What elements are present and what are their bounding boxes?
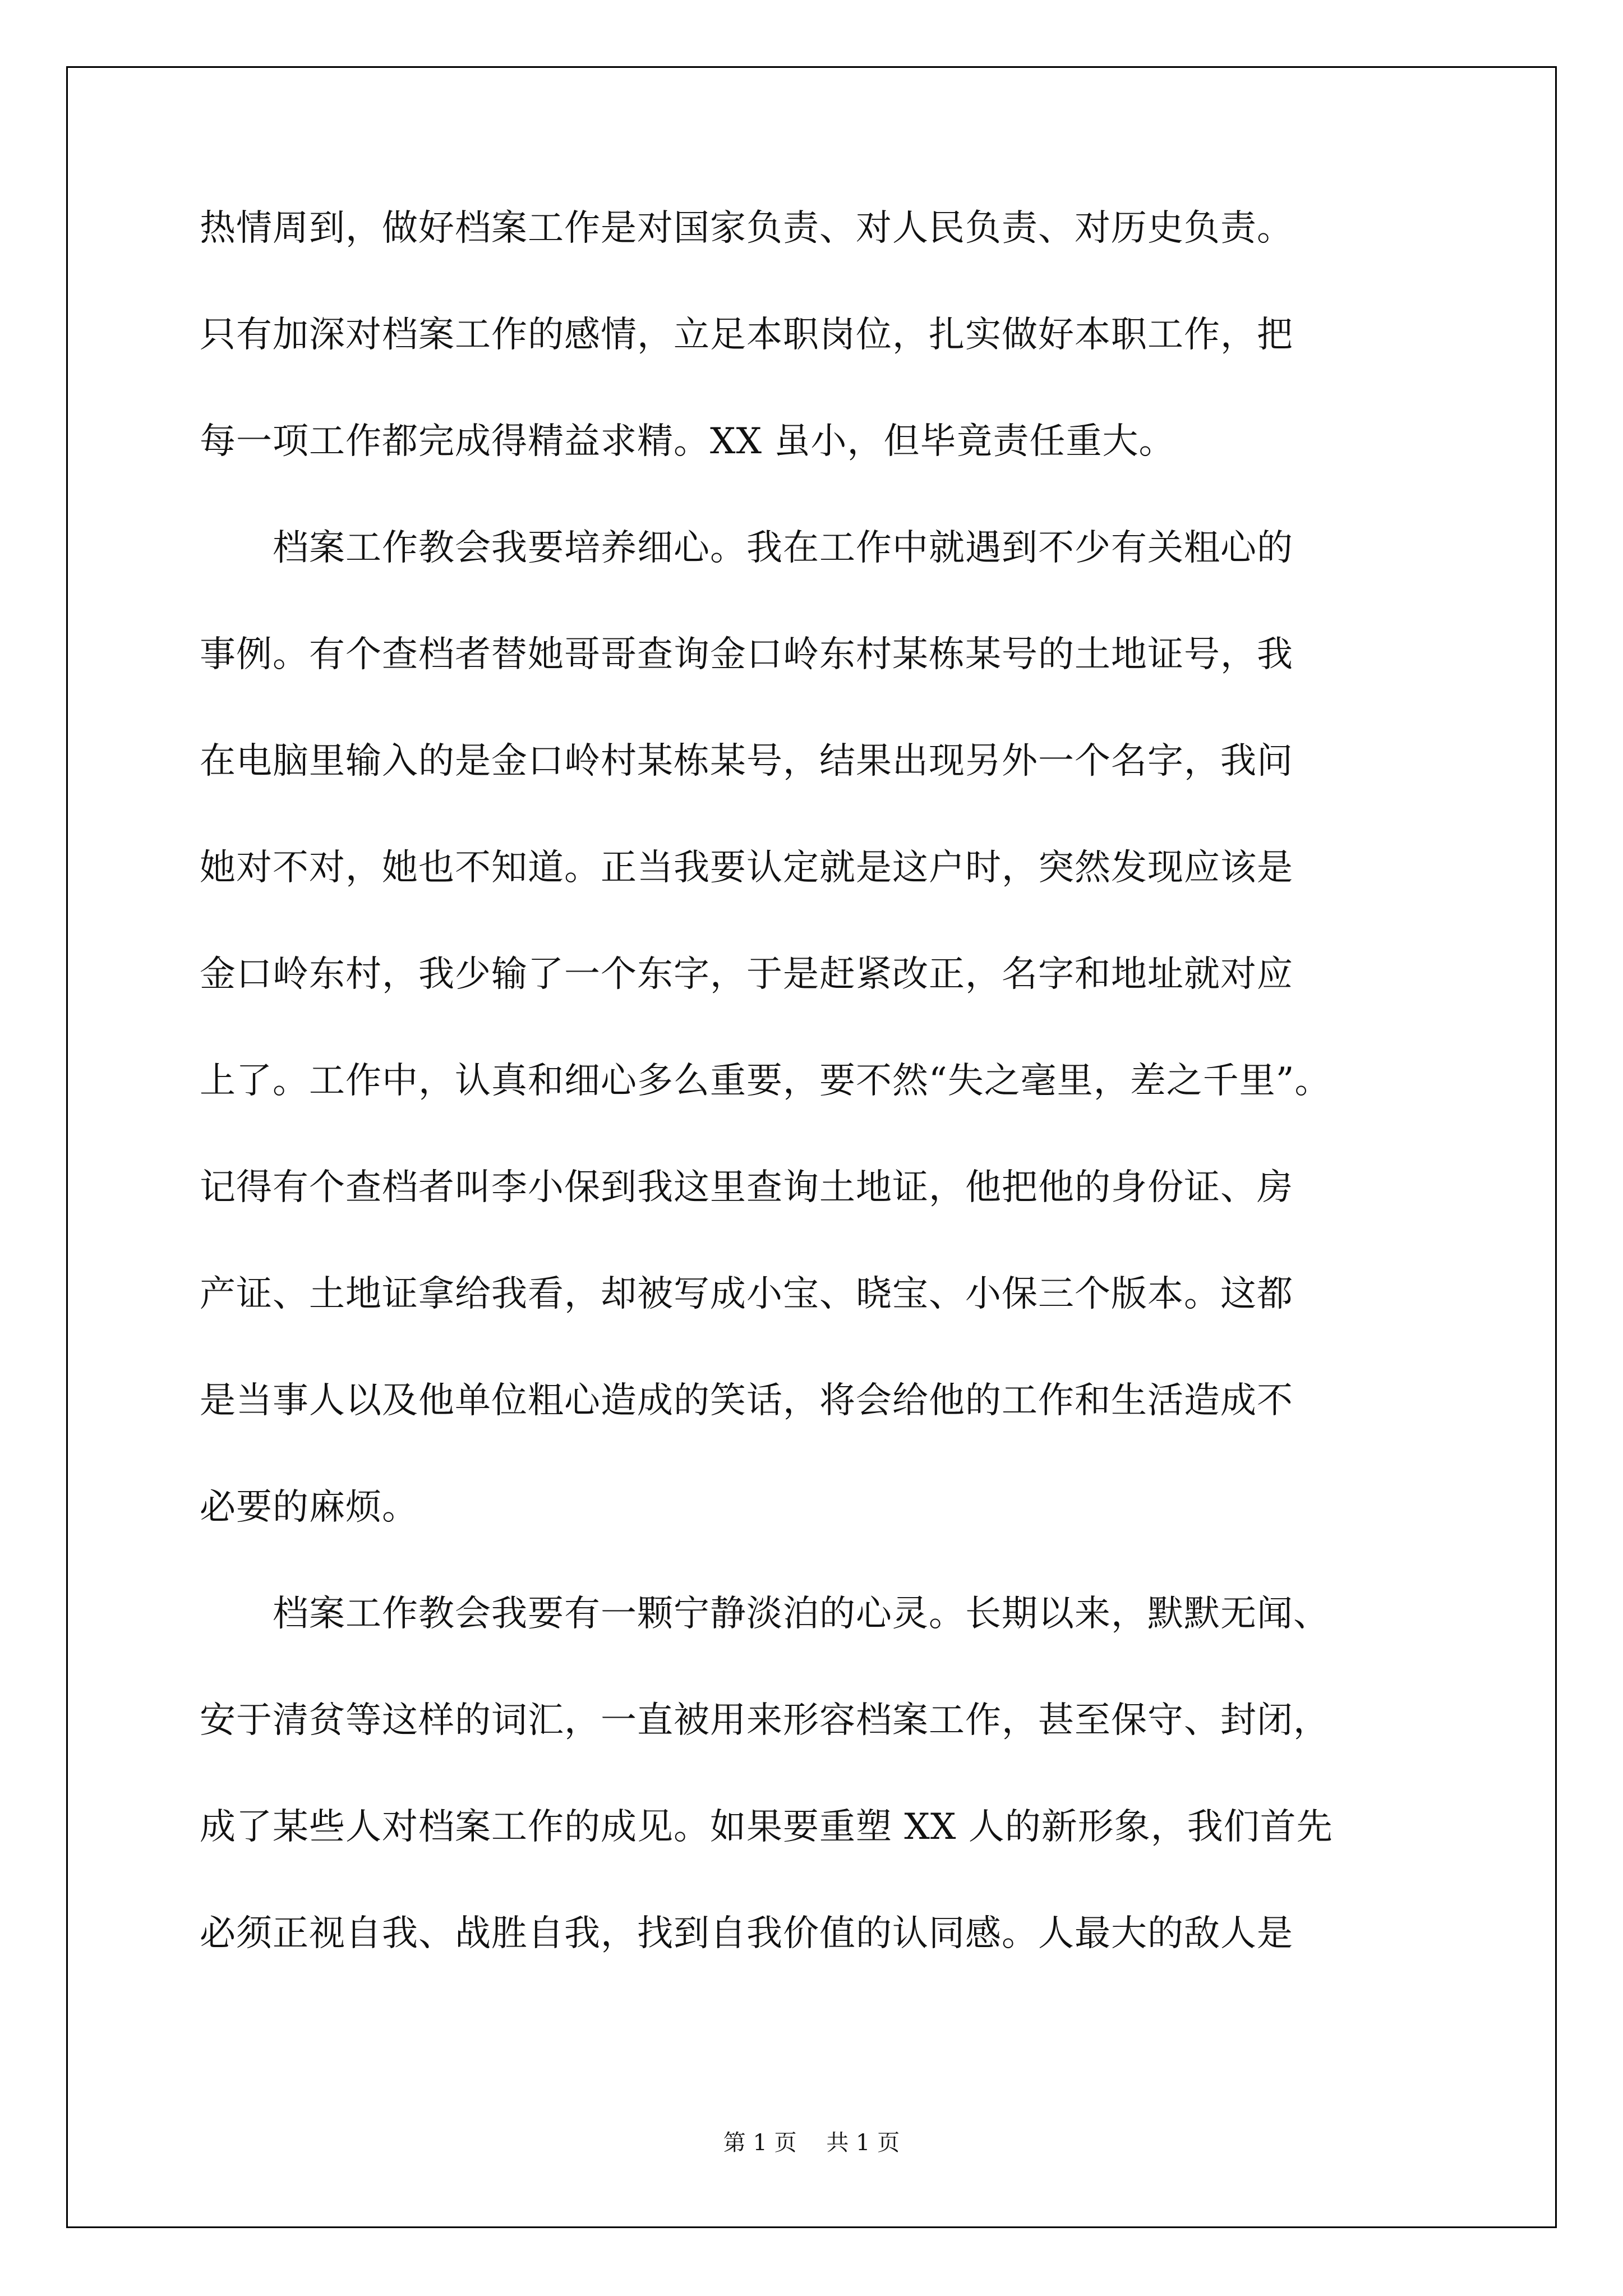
page-border bbox=[66, 66, 1557, 2228]
body-text-line: 上了。工作中，认真和细心多么重要，要不然“失之毫里，差之千里”。 bbox=[200, 1060, 1331, 1102]
body-text-line: 事例。有个查档者替她哥哥查询金口岭东村某栋某号的土地证号，我 bbox=[200, 634, 1293, 675]
page-number-footer: 第 1 页 共 1 页 bbox=[723, 2130, 900, 2156]
body-text-line: 只有加深对档案工作的感情，立足本职岗位，扎实做好本职工作，把 bbox=[200, 314, 1293, 356]
body-text-line: 成了某些人对档案工作的成见。如果要重塑 XX 人的新形象，我们首先 bbox=[200, 1806, 1333, 1848]
body-text-line: 记得有个查档者叫李小保到我这里查询土地证，他把他的身份证、房 bbox=[200, 1167, 1293, 1208]
body-text-line: 档案工作教会我要培养细心。我在工作中就遇到不少有关粗心的 bbox=[200, 527, 1293, 569]
body-text-line: 必须正视自我、战胜自我，找到自我价值的认同感。人最大的敌人是 bbox=[200, 1913, 1293, 1954]
body-text-line: 档案工作教会我要有一颗宁静淡泊的心灵。长期以来，默默无闻、 bbox=[200, 1593, 1330, 1635]
body-text-line: 金口岭东村，我少输了一个东字，于是赶紧改正，名字和地址就对应 bbox=[200, 954, 1293, 995]
body-text-line: 热情周到，做好档案工作是对国家负责、对人民负责、对历史负责。 bbox=[200, 208, 1293, 249]
body-text-line: 是当事人以及他单位粗心造成的笑话，将会给他的工作和生活造成不 bbox=[200, 1380, 1293, 1421]
body-text-line: 在电脑里输入的是金口岭村某栋某号，结果出现另外一个名字，我问 bbox=[200, 740, 1293, 782]
body-text-line: 必要的麻烦。 bbox=[200, 1487, 418, 1528]
body-text-line: 产证、土地证拿给我看，却被写成小宝、晓宝、小保三个版本。这都 bbox=[200, 1273, 1293, 1315]
body-text-line: 她对不对，她也不知道。正当我要认定就是这户时，突然发现应该是 bbox=[200, 847, 1293, 889]
body-text-line: 安于清贫等这样的词汇，一直被用来形容档案工作，甚至保守、封闭， bbox=[200, 1700, 1330, 1741]
body-text-line: 每一项工作都完成得精益求精。XX 虽小，但毕竟责任重大。 bbox=[200, 421, 1175, 462]
